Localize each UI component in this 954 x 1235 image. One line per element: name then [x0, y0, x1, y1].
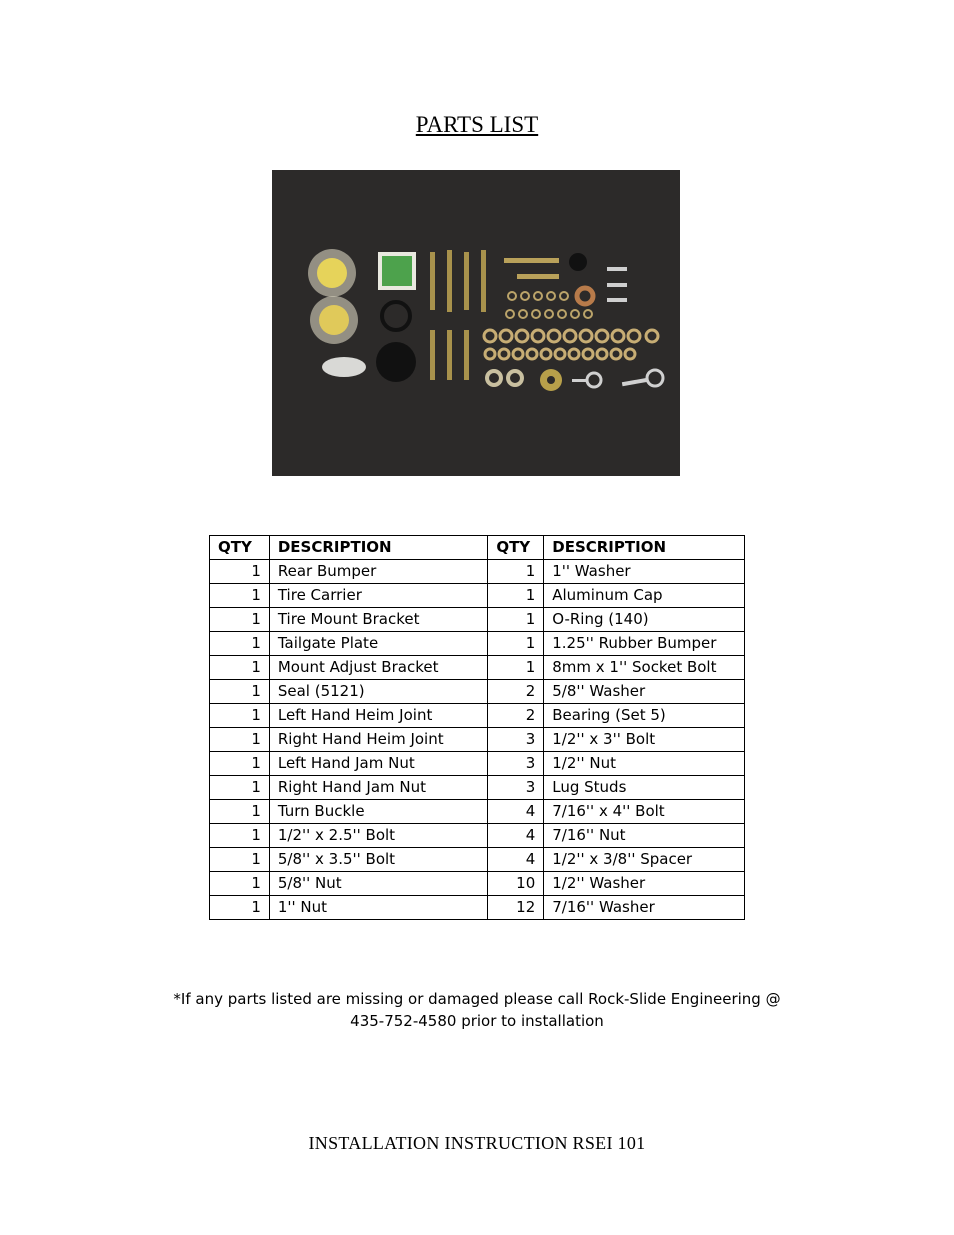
qty-cell: 1 — [210, 848, 270, 872]
page-footer: INSTALLATION INSTRUCTION RSEI 101 — [308, 1133, 646, 1153]
column-header-qty: QTY — [210, 536, 270, 560]
table-row — [210, 560, 745, 584]
qty-cell: 3 — [488, 776, 544, 800]
description-cell: Right Hand Heim Joint — [269, 728, 487, 752]
column-header-description: DESCRIPTION — [269, 536, 487, 560]
description-cell: Aluminum Cap — [544, 584, 745, 608]
qty-cell: 1 — [488, 656, 544, 680]
qty-cell: 1 — [488, 608, 544, 632]
description-cell: Tailgate Plate — [269, 632, 487, 656]
qty-cell: 4 — [488, 800, 544, 824]
description-cell: Left Hand Heim Joint — [269, 704, 487, 728]
table-row — [210, 632, 745, 656]
description-cell: 1'' Washer — [544, 560, 745, 584]
description-cell: 7/16'' Washer — [544, 896, 745, 920]
description-cell: 1.25'' Rubber Bumper — [544, 632, 745, 656]
qty-cell: 1 — [210, 752, 270, 776]
table-row — [210, 704, 745, 728]
table-row — [210, 872, 745, 896]
missing-parts-note — [0, 988, 954, 1032]
description-cell: 1/2'' x 3'' Bolt — [544, 728, 745, 752]
qty-cell: 1 — [210, 608, 270, 632]
description-cell: Lug Studs — [544, 776, 745, 800]
qty-cell: 1 — [210, 896, 270, 920]
column-header-description: DESCRIPTION — [544, 536, 745, 560]
qty-cell: 2 — [488, 704, 544, 728]
description-cell: Left Hand Jam Nut — [269, 752, 487, 776]
qty-cell: 1 — [210, 824, 270, 848]
description-cell: O-Ring (140) — [544, 608, 745, 632]
description-cell: Tire Mount Bracket — [269, 608, 487, 632]
description-cell: 5/8'' x 3.5'' Bolt — [269, 848, 487, 872]
description-cell: 7/16'' Nut — [544, 824, 745, 848]
qty-cell: 1 — [210, 584, 270, 608]
qty-cell: 3 — [488, 752, 544, 776]
description-cell: Turn Buckle — [269, 800, 487, 824]
table-row — [210, 680, 745, 704]
table-row — [210, 656, 745, 680]
description-cell: 1/2'' x 2.5'' Bolt — [269, 824, 487, 848]
qty-cell: 1 — [488, 584, 544, 608]
qty-cell: 10 — [488, 872, 544, 896]
description-cell: Tire Carrier — [269, 584, 487, 608]
parts-table-body — [210, 560, 745, 920]
description-cell: 8mm x 1'' Socket Bolt — [544, 656, 745, 680]
qty-cell: 1 — [210, 704, 270, 728]
page-title: PARTS LIST — [415, 112, 539, 137]
note-line: *If any parts listed are missing or damaged please call Rock-Slide Engineering @ — [173, 990, 781, 1008]
table-header-row — [210, 536, 745, 560]
parts-photo — [272, 170, 680, 476]
qty-cell: 1 — [210, 656, 270, 680]
qty-cell: 1 — [210, 728, 270, 752]
description-cell: 5/8'' Nut — [269, 872, 487, 896]
description-cell: Bearing (Set 5) — [544, 704, 745, 728]
table-row — [210, 800, 745, 824]
qty-cell: 1 — [488, 560, 544, 584]
qty-cell: 1 — [210, 872, 270, 896]
qty-cell: 1 — [210, 632, 270, 656]
note-line: 435-752-4580 prior to installation — [350, 1012, 604, 1030]
table-row — [210, 896, 745, 920]
description-cell: Rear Bumper — [269, 560, 487, 584]
parts-table — [209, 535, 745, 920]
parts-photo-drawing — [272, 170, 680, 476]
qty-cell: 1 — [210, 560, 270, 584]
qty-cell: 1 — [210, 776, 270, 800]
description-cell: 5/8'' Washer — [544, 680, 745, 704]
table-row — [210, 608, 745, 632]
description-cell: 7/16'' x 4'' Bolt — [544, 800, 745, 824]
description-cell: Right Hand Jam Nut — [269, 776, 487, 800]
qty-cell: 1 — [210, 680, 270, 704]
description-cell: 1/2'' Nut — [544, 752, 745, 776]
table-row — [210, 752, 745, 776]
qty-cell: 12 — [488, 896, 544, 920]
qty-cell: 4 — [488, 824, 544, 848]
description-cell: Seal (5121) — [269, 680, 487, 704]
description-cell: Mount Adjust Bracket — [269, 656, 487, 680]
qty-cell: 2 — [488, 680, 544, 704]
qty-cell: 1 — [210, 800, 270, 824]
qty-cell: 4 — [488, 848, 544, 872]
table-row — [210, 824, 745, 848]
description-cell: 1'' Nut — [269, 896, 487, 920]
description-cell: 1/2'' Washer — [544, 872, 745, 896]
qty-cell: 3 — [488, 728, 544, 752]
qty-cell: 1 — [488, 632, 544, 656]
table-row — [210, 776, 745, 800]
table-row — [210, 848, 745, 872]
column-header-qty: QTY — [488, 536, 544, 560]
description-cell: 1/2'' x 3/8'' Spacer — [544, 848, 745, 872]
table-row — [210, 728, 745, 752]
table-row — [210, 584, 745, 608]
